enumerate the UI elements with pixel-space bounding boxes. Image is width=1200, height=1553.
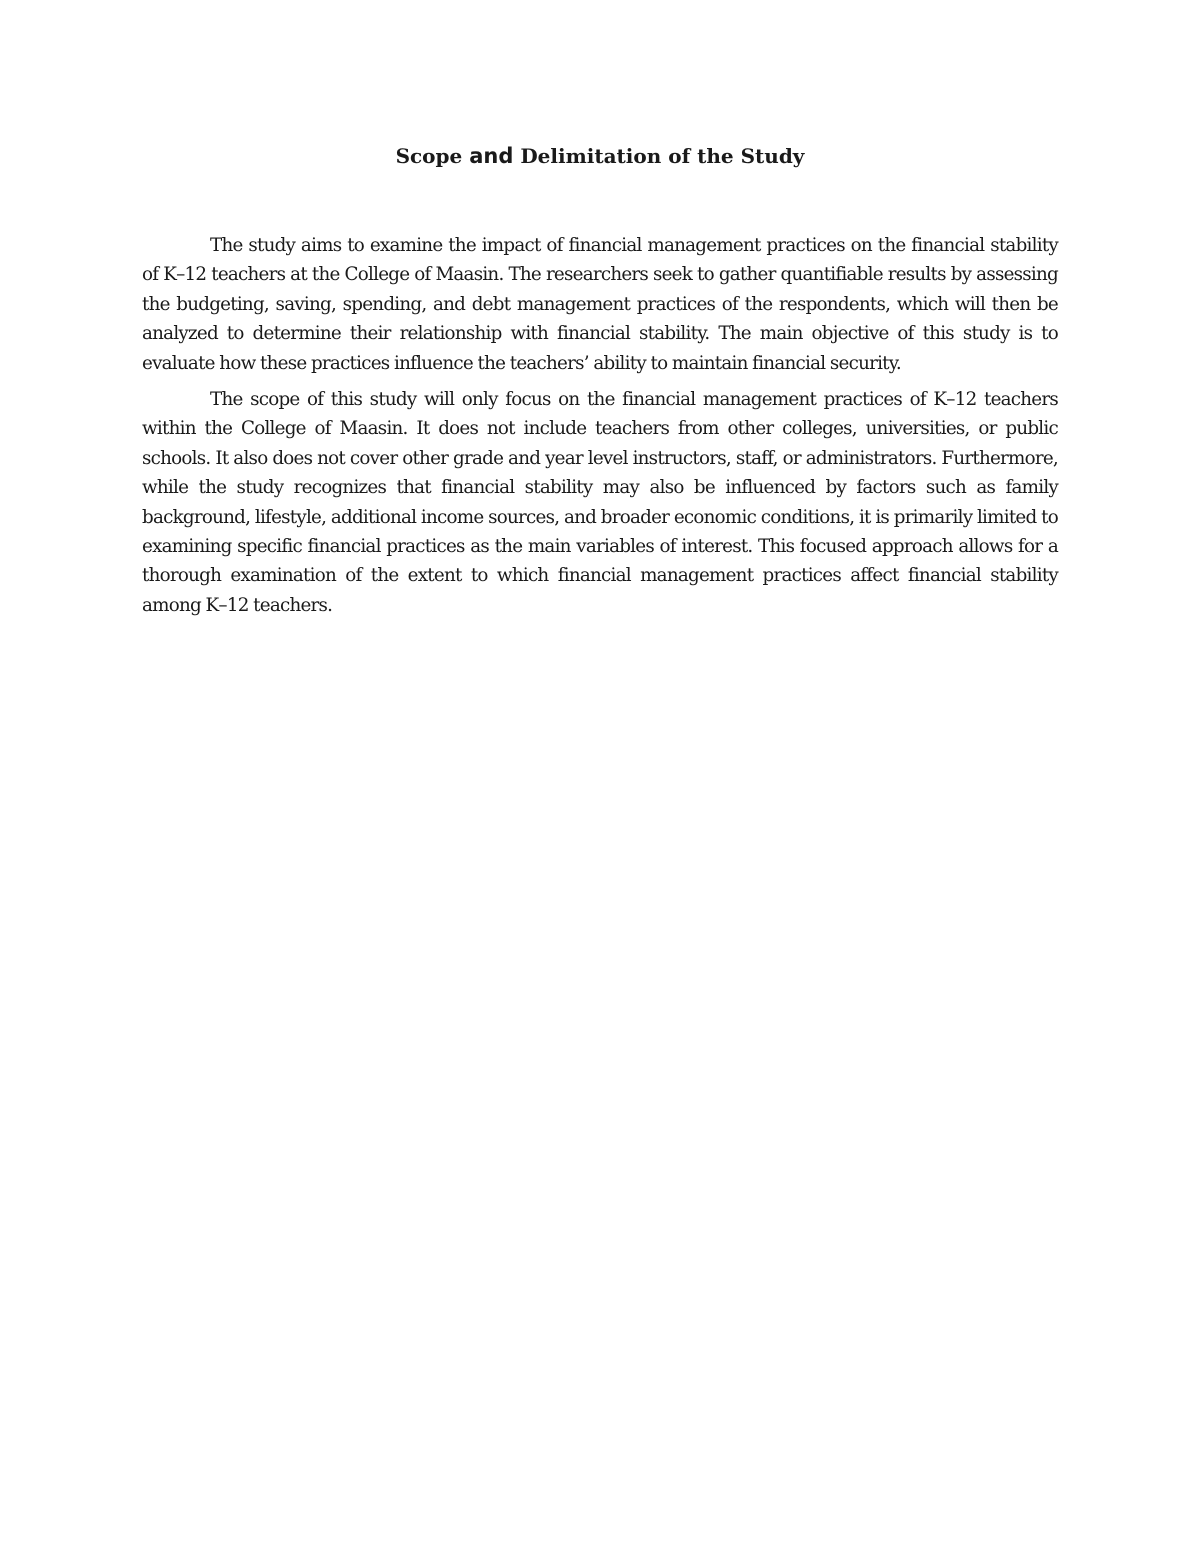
paragraph-study-scope: The scope of this study will only focus on the financial management practices of K–12 teachers within the College of Maasin. It does not include teachers from other colleges, universities, or public schools. It also does not cover other grade and year level instructors, staff, or administrators. Furthermore, while the study recognizes that financial stability may also be influenced by factors such as family background, lifestyle, additional income sources, and broader economic conditions, it is primarily limited to examining specific financial practices as the main variables of interest. This focused approach allows for a thorough examination of the extent to which financial management practices affect financial stability among K–12 teachers. [142, 389, 1058, 616]
section-heading-conjunction: and [469, 144, 514, 168]
section-heading-part2: Delimitation of the Study [513, 144, 805, 168]
section-heading-part1: Scope [395, 144, 470, 168]
body-text [142, 231, 1058, 627]
paragraph-study-aims: The study aims to examine the impact of financial management practices on the financial stability of K–12 teachers at the College of Maasin. The researchers seek to gather quantifiable results by assessing the budgeting, saving, spending, and debt management practices of the respondents, which will then be analyzed to determine their relationship with financial stability. The main objective of this study is to evaluate how these practices influence the teachers’ ability to maintain financial security. [142, 235, 1058, 374]
section-heading [0, 142, 1200, 170]
